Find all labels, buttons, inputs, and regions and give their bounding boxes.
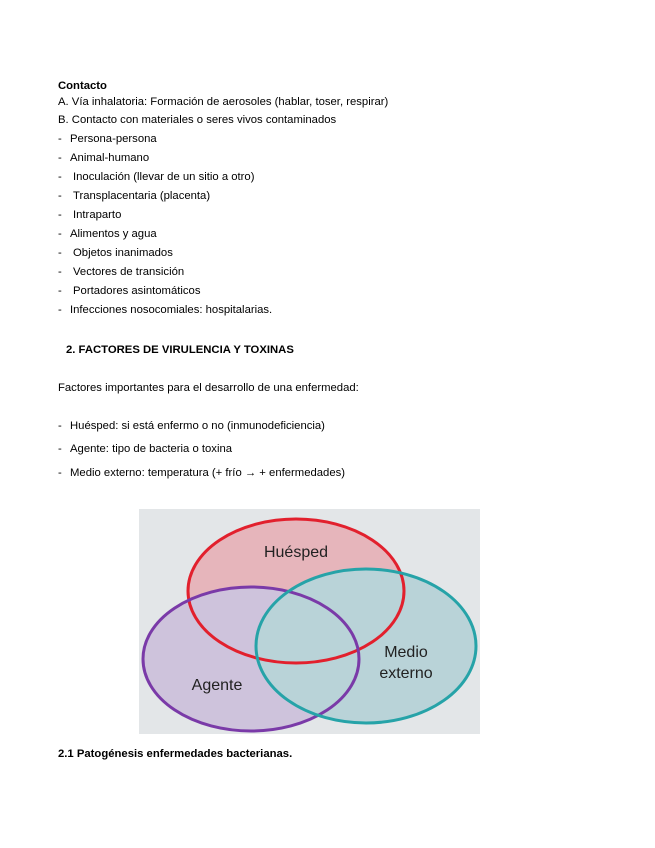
list-item: - Medio externo: temperatura (+ frío → + enfermedades) (58, 467, 346, 479)
host-label: Huésped (263, 544, 329, 561)
contacto-title: Contacto (58, 80, 107, 92)
list-item: - Huésped: si está enfermo o no (inmunodeficiencia) (58, 420, 325, 432)
list-item: - Portadores asintomáticos (58, 285, 201, 297)
list-item: - Animal-humano (58, 152, 150, 164)
section-2-intro: Factores importantes para el desarrollo de una enfermedad: (58, 382, 359, 394)
list-item: - Persona-persona (58, 133, 157, 145)
agent-label: Agente (191, 677, 243, 694)
list-item: - Transplacentaria (placenta) (58, 190, 211, 202)
list-item: - Objetos inanimados (58, 247, 173, 259)
list-item: - Infecciones nosocomiales: hospitalarias. (58, 304, 273, 316)
section-2-heading: 2. FACTORES DE VIRULENCIA Y TOXINAS (66, 344, 294, 356)
list-item: - Vectores de transición (58, 266, 185, 278)
contacto-line-b: B. Contacto con materiales o seres vivos contaminados (58, 114, 337, 126)
list-item: - Agente: tipo de bacteria o toxina (58, 443, 233, 455)
contacto-line-a: A. Vía inhalatoria: Formación de aerosoles (hablar, toser, respirar) (58, 96, 389, 108)
list-item: - Inoculación (llevar de un sitio a otro) (58, 171, 255, 183)
environment-label-line-2: externo (379, 665, 433, 682)
venn-diagram (139, 509, 480, 734)
list-item: - Alimentos y agua (58, 228, 157, 240)
environment-label-line-1: Medio (384, 644, 428, 661)
list-item: - Intraparto (58, 209, 122, 221)
section-2-1-heading: 2.1 Patogénesis enfermedades bacterianas. (58, 748, 293, 760)
